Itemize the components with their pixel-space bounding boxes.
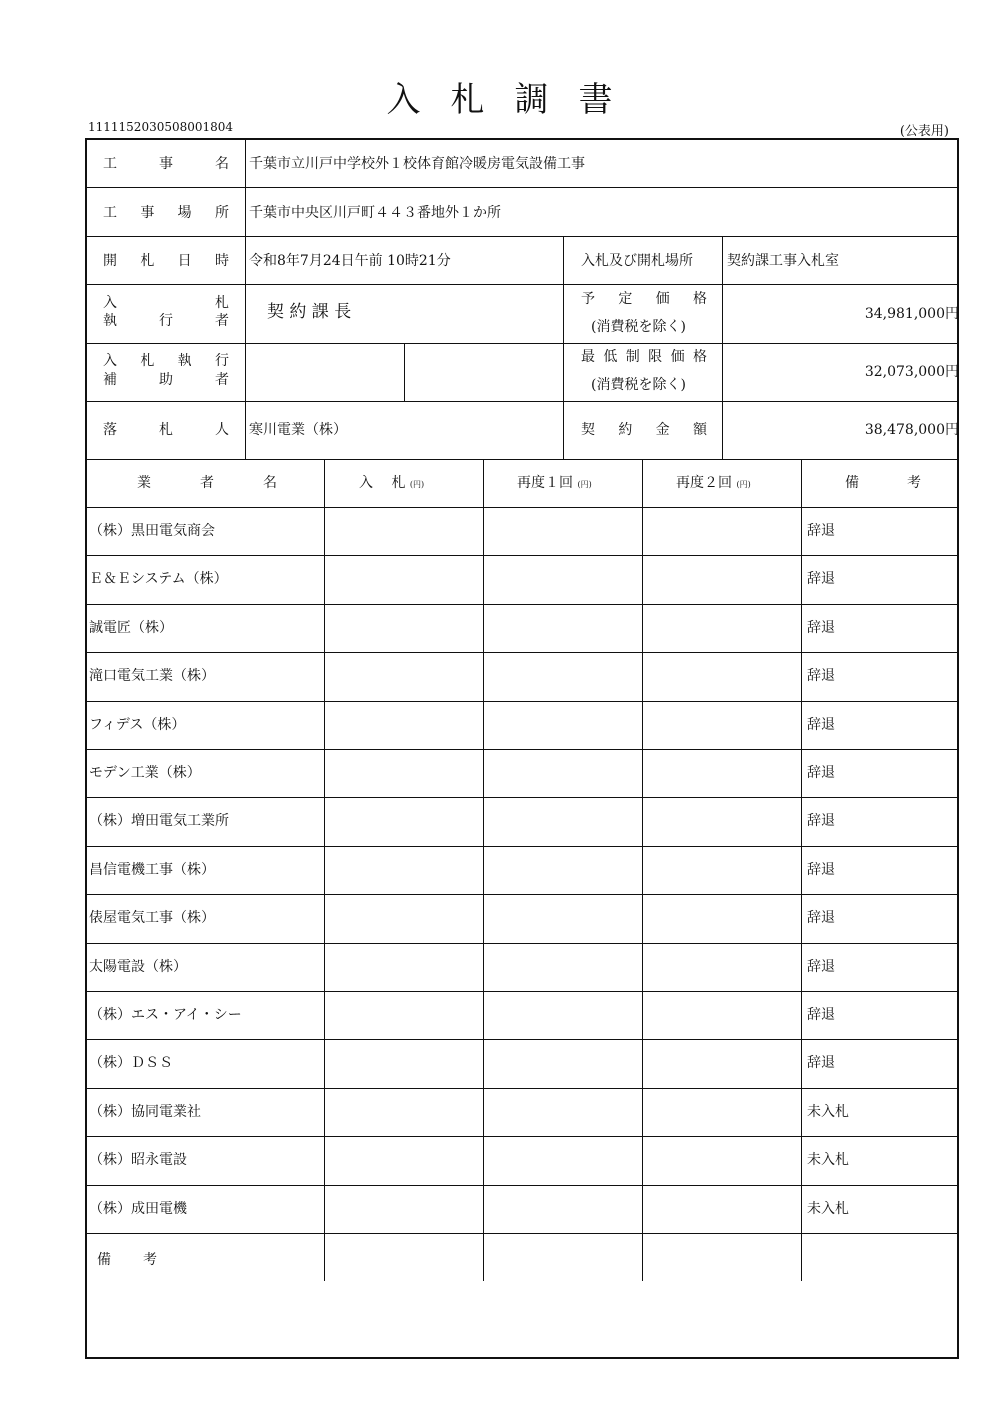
bidder-company-name: 滝口電気工業（株） [89, 668, 215, 685]
bidder-remarks: 辞退 [807, 716, 835, 733]
bidder-company-name: 太陽電設（株） [89, 958, 187, 975]
winner-value: 寒川電業（株） [249, 422, 347, 438]
bidder-remarks: 辞退 [807, 765, 835, 781]
executor-value: 契 約 課 長 [267, 302, 352, 322]
footer-remarks-label: 備 考 [97, 1252, 157, 1268]
document-number: 1111152030508001804 [88, 120, 234, 134]
min-price-note: (消費税を除く) [591, 377, 686, 393]
bidder-company-name: （株）ＤＳＳ [89, 1055, 173, 1072]
contract-label: 契 約 金 額 [581, 422, 707, 438]
bidder-remarks: 辞退 [807, 523, 835, 539]
bidder-remarks: 辞退 [807, 668, 835, 685]
bidder-company-name: 俵屋電気工事（株） [89, 910, 215, 927]
col-remarks-header: 備 考 [845, 475, 921, 491]
col-rebid1-header: 再度１回 (円) [517, 475, 592, 491]
bidder-company-name: （株）昭永電設 [89, 1152, 187, 1169]
bidder-company-name: モデン工業（株） [89, 765, 201, 781]
bidder-remarks: 辞退 [807, 958, 835, 975]
bid-record-form [85, 138, 959, 1359]
bidder-remarks: 辞退 [807, 619, 835, 636]
executor-label-2: 執 行 者 [103, 313, 229, 329]
bidder-remarks: 辞退 [807, 1007, 835, 1023]
bidder-remarks: 未入札 [807, 1103, 849, 1120]
bidder-company-name: 誠電匠（株） [89, 619, 173, 636]
assistant-label-2: 補 助 者 [103, 372, 229, 388]
planned-price-label: 予 定 価 格 [581, 291, 707, 307]
venue-value: 契約課工事入札室 [727, 253, 839, 269]
public-label: (公表用) [899, 124, 949, 139]
planned-price-value: 34,981,000円 [864, 306, 959, 322]
bidder-remarks: 辞退 [807, 1055, 835, 1072]
bidder-company-name: 昌信電機工事（株） [89, 861, 215, 878]
contract-amount: 38,478,000円 [864, 422, 959, 438]
winner-label: 落 札 人 [103, 422, 229, 438]
min-price-value: 32,073,000円 [864, 364, 959, 380]
work-place-value: 千葉市中央区川戸町４４３番地外１か所 [249, 205, 501, 221]
bidder-remarks: 辞退 [807, 571, 835, 588]
bidder-remarks: 未入札 [807, 1152, 849, 1169]
executor-label-1: 入 札 [103, 295, 229, 311]
work-place-label: 工 事 場 所 [103, 205, 229, 221]
bidder-remarks: 未入札 [807, 1200, 849, 1217]
bidder-company-name: （株）黒田電気商会 [89, 523, 215, 539]
bidder-company-name: （株）協同電業社 [89, 1103, 201, 1120]
min-price-label: 最 低 制 限 価 格 [581, 349, 707, 365]
bidder-remarks: 辞退 [807, 861, 835, 878]
col-rebid2-header: 再度２回 (円) [676, 475, 751, 491]
work-name-label: 工 事 名 [103, 156, 229, 172]
assistant-label-1: 入 札 執 行 [103, 353, 229, 369]
bidder-company-name: フィデス（株） [89, 716, 186, 733]
page-title: 入札調書 [386, 80, 643, 120]
bidder-company-name: （株）成田電機 [89, 1200, 187, 1217]
planned-price-note: (消費税を除く) [591, 319, 686, 335]
col-company-header: 業 者 名 [137, 475, 277, 491]
bidder-remarks: 辞退 [807, 813, 835, 830]
bidder-company-name: （株）増田電気工業所 [89, 813, 229, 830]
work-name-value: 千葉市立川戸中学校外１校体育館冷暖房電気設備工事 [249, 156, 585, 172]
opening-datetime: 令和8年7月24日午前 10時21分 [249, 253, 451, 269]
bidder-company-name: Ｅ＆Ｅシステム（株） [89, 571, 228, 588]
bidder-remarks: 辞退 [807, 910, 835, 927]
opening-label: 開 札 日 時 [103, 253, 229, 269]
venue-label: 入札及び開札場所 [581, 253, 693, 269]
col-bid-header: 入 札 (円) [359, 475, 425, 491]
bidder-company-name: （株）エス・アイ・シー [89, 1007, 242, 1023]
